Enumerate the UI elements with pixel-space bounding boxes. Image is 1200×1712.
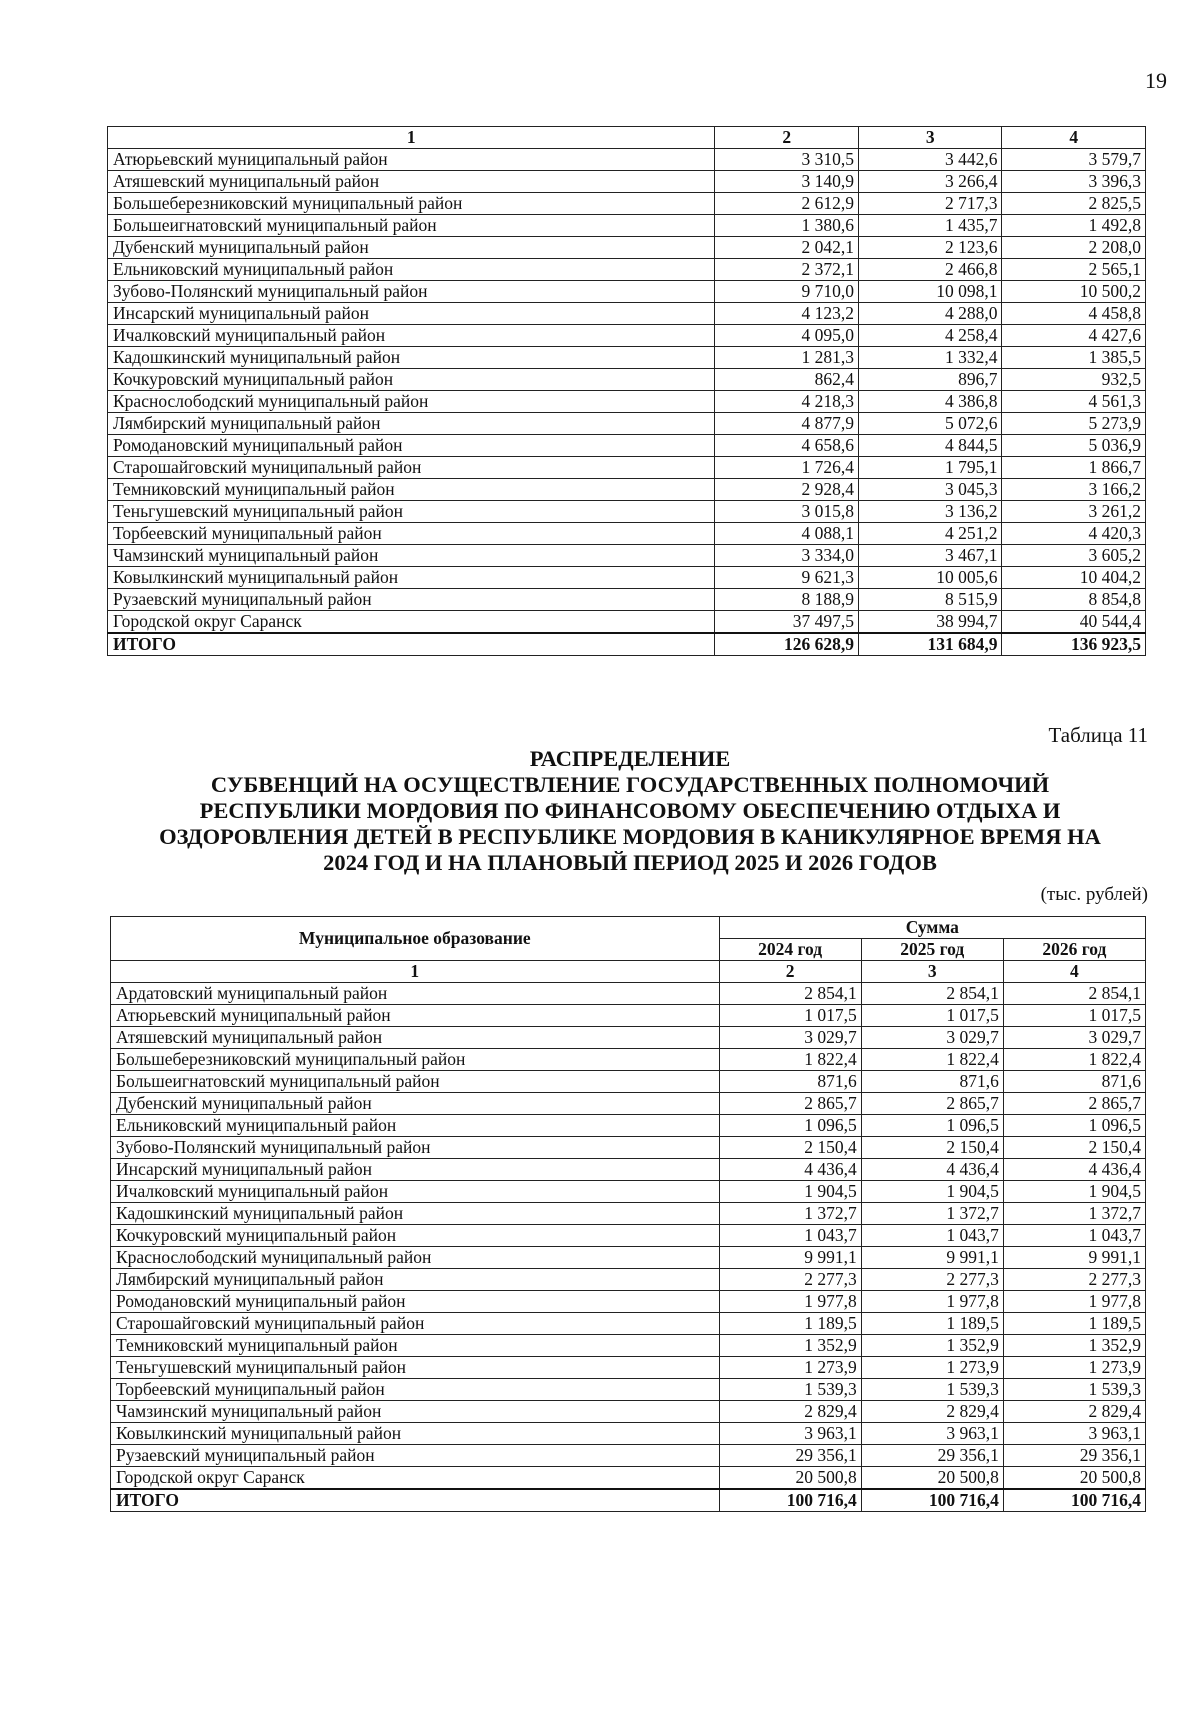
table-row: [108, 523, 1146, 545]
amount-cell: 896,7: [858, 369, 1002, 391]
table-row: [111, 1379, 1146, 1401]
amount-cell: 1 372,7: [1003, 1203, 1145, 1225]
amount-cell: 3 334,0: [715, 545, 859, 567]
amount-cell: 1 273,9: [861, 1357, 1003, 1379]
subvention-distribution-table: [110, 916, 1146, 1512]
table-body: [108, 149, 1146, 656]
municipality-name: Атюрьевский муниципальный район: [108, 149, 715, 171]
municipality-name: Чамзинский муниципальный район: [111, 1401, 720, 1423]
amount-cell: 2 717,3: [858, 193, 1002, 215]
municipality-name: Ковылкинский муниципальный район: [111, 1423, 720, 1445]
municipality-name: Рузаевский муниципальный район: [108, 589, 715, 611]
amount-cell: 2 928,4: [715, 479, 859, 501]
table-row: [111, 1203, 1146, 1225]
table-row: [108, 479, 1146, 501]
column-number: 3: [858, 127, 1002, 149]
table-row: [111, 1269, 1146, 1291]
municipality-name: Ардатовский муниципальный район: [111, 983, 720, 1005]
amount-cell: 3 015,8: [715, 501, 859, 523]
column-number: 1: [111, 961, 720, 983]
municipality-name: Краснослободский муниципальный район: [108, 391, 715, 413]
amount-cell: 3 963,1: [719, 1423, 861, 1445]
amount-cell: 1 017,5: [719, 1005, 861, 1027]
table-row: [111, 1401, 1146, 1423]
amount-cell: 40 544,4: [1002, 611, 1146, 634]
amount-cell: 3 136,2: [858, 501, 1002, 523]
column-number: 2: [719, 961, 861, 983]
amount-cell: 2 865,7: [1003, 1093, 1145, 1115]
amount-cell: 1 822,4: [1003, 1049, 1145, 1071]
total-amount: 126 628,9: [715, 633, 859, 656]
amount-cell: 2 150,4: [861, 1137, 1003, 1159]
amount-cell: 8 188,9: [715, 589, 859, 611]
title-line: РАСПРЕДЕЛЕНИЕ: [529, 746, 731, 771]
amount-cell: 1 096,5: [1003, 1115, 1145, 1137]
municipality-name: Темниковский муниципальный район: [108, 479, 715, 501]
amount-cell: 2 123,6: [858, 237, 1002, 259]
amount-cell: 4 088,1: [715, 523, 859, 545]
municipality-name: Кадошкинский муниципальный район: [111, 1203, 720, 1225]
municipality-name: Кочкуровский муниципальный район: [108, 369, 715, 391]
table-row: [108, 215, 1146, 237]
amount-cell: 10 098,1: [858, 281, 1002, 303]
amount-cell: 2 854,1: [1003, 983, 1145, 1005]
column-year: 2026 год: [1003, 939, 1145, 961]
amount-cell: 1 904,5: [719, 1181, 861, 1203]
amount-cell: 2 150,4: [1003, 1137, 1145, 1159]
municipality-name: Дубенский муниципальный район: [108, 237, 715, 259]
municipality-name: Теньгушевский муниципальный район: [111, 1357, 720, 1379]
amount-cell: 1 539,3: [719, 1379, 861, 1401]
amount-cell: 4 844,5: [858, 435, 1002, 457]
amount-cell: 4 258,4: [858, 325, 1002, 347]
amount-cell: 5 273,9: [1002, 413, 1146, 435]
amount-cell: 1 273,9: [719, 1357, 861, 1379]
amount-cell: 3 963,1: [1003, 1423, 1145, 1445]
title-line: 2024 ГОД И НА ПЛАНОВЫЙ ПЕРИОД 2025 И 2026 ГОДОВ: [323, 850, 937, 875]
amount-cell: 8 515,9: [858, 589, 1002, 611]
amount-cell: 3 266,4: [858, 171, 1002, 193]
amount-cell: 3 310,5: [715, 149, 859, 171]
amount-cell: 2 829,4: [719, 1401, 861, 1423]
table-row: [111, 1115, 1146, 1137]
table-row: [108, 347, 1146, 369]
amount-cell: 1 372,7: [861, 1203, 1003, 1225]
amount-cell: 5 036,9: [1002, 435, 1146, 457]
table-row: [111, 1445, 1146, 1467]
municipality-name: Кадошкинский муниципальный район: [108, 347, 715, 369]
title-line: СУБВЕНЦИЙ НА ОСУЩЕСТВЛЕНИЕ ГОСУДАРСТВЕННЫХ ПОЛНОМОЧИЙ: [210, 772, 1050, 797]
amount-cell: 2 865,7: [861, 1093, 1003, 1115]
amount-cell: 9 991,1: [1003, 1247, 1145, 1269]
municipality-name: Большеберезниковский муниципальный район: [111, 1049, 720, 1071]
amount-cell: 2 565,1: [1002, 259, 1146, 281]
amount-cell: 1 043,7: [861, 1225, 1003, 1247]
amount-cell: 4 436,4: [861, 1159, 1003, 1181]
amount-cell: 20 500,8: [719, 1467, 861, 1490]
amount-cell: 2 277,3: [1003, 1269, 1145, 1291]
amount-cell: 8 854,8: [1002, 589, 1146, 611]
amount-cell: 871,6: [719, 1071, 861, 1093]
table-row: [111, 1181, 1146, 1203]
amount-cell: 3 029,7: [861, 1027, 1003, 1049]
amount-cell: 4 420,3: [1002, 523, 1146, 545]
amount-cell: 1 977,8: [861, 1291, 1003, 1313]
table-row: [108, 281, 1146, 303]
amount-cell: 1 043,7: [719, 1225, 861, 1247]
amount-cell: 10 005,6: [858, 567, 1002, 589]
amount-cell: 1 096,5: [861, 1115, 1003, 1137]
table-row: [108, 589, 1146, 611]
municipality-name: Краснослободский муниципальный район: [111, 1247, 720, 1269]
amount-cell: 4 218,3: [715, 391, 859, 413]
table-row: [111, 1071, 1146, 1093]
amount-cell: 1 539,3: [861, 1379, 1003, 1401]
amount-cell: 2 854,1: [719, 983, 861, 1005]
amount-cell: 3 029,7: [1003, 1027, 1145, 1049]
amount-cell: 1 385,5: [1002, 347, 1146, 369]
municipality-name: Ельниковский муниципальный район: [108, 259, 715, 281]
amount-cell: 1 017,5: [1003, 1005, 1145, 1027]
amount-cell: 4 436,4: [1003, 1159, 1145, 1181]
column-number: 1: [108, 127, 715, 149]
amount-cell: 1 043,7: [1003, 1225, 1145, 1247]
municipality-name: Теньгушевский муниципальный район: [108, 501, 715, 523]
municipality-name: Городской округ Саранск: [111, 1467, 720, 1490]
amount-cell: 2 277,3: [719, 1269, 861, 1291]
column-number: 4: [1002, 127, 1146, 149]
table-row: [111, 1005, 1146, 1027]
municipality-name: Старошайговский муниципальный район: [111, 1313, 720, 1335]
column-sum: Сумма: [719, 917, 1145, 939]
amount-cell: 4 458,8: [1002, 303, 1146, 325]
table-body: [111, 983, 1146, 1512]
municipality-name: Чамзинский муниципальный район: [108, 545, 715, 567]
total-row: [108, 633, 1146, 656]
municipality-name: Ромодановский муниципальный район: [108, 435, 715, 457]
amount-cell: 9 710,0: [715, 281, 859, 303]
title-line: ОЗДОРОВЛЕНИЯ ДЕТЕЙ В РЕСПУБЛИКЕ МОРДОВИЯ В КАНИКУЛЯРНОЕ ВРЕМЯ НА: [159, 824, 1101, 849]
municipality-name: Лямбирский муниципальный район: [111, 1269, 720, 1291]
amount-cell: 9 991,1: [861, 1247, 1003, 1269]
municipality-name: Инсарский муниципальный район: [108, 303, 715, 325]
amount-cell: 2 829,4: [1003, 1401, 1145, 1423]
table-row: [108, 237, 1146, 259]
amount-cell: 3 963,1: [861, 1423, 1003, 1445]
amount-cell: 1 726,4: [715, 457, 859, 479]
amount-cell: 1 017,5: [861, 1005, 1003, 1027]
budget-table-continued: [107, 126, 1146, 656]
amount-cell: 1 273,9: [1003, 1357, 1145, 1379]
amount-cell: 1 539,3: [1003, 1379, 1145, 1401]
table-row: [108, 611, 1146, 634]
amount-cell: 2 854,1: [861, 983, 1003, 1005]
amount-cell: 2 466,8: [858, 259, 1002, 281]
municipality-name: Ковылкинский муниципальный район: [108, 567, 715, 589]
table-row: [108, 303, 1146, 325]
amount-cell: 29 356,1: [1003, 1445, 1145, 1467]
table-row: [111, 1423, 1146, 1445]
amount-cell: 1 352,9: [719, 1335, 861, 1357]
amount-cell: 20 500,8: [1003, 1467, 1145, 1490]
amount-cell: 1 380,6: [715, 215, 859, 237]
total-label: ИТОГО: [111, 1489, 720, 1512]
amount-cell: 4 386,8: [858, 391, 1002, 413]
amount-cell: 1 189,5: [1003, 1313, 1145, 1335]
amount-cell: 29 356,1: [861, 1445, 1003, 1467]
amount-cell: 2 865,7: [719, 1093, 861, 1115]
municipality-name: Инсарский муниципальный район: [111, 1159, 720, 1181]
table-row: [108, 545, 1146, 567]
municipality-name: Зубово-Полянский муниципальный район: [108, 281, 715, 303]
municipality-name: Городской округ Саранск: [108, 611, 715, 634]
amount-cell: 1 904,5: [861, 1181, 1003, 1203]
table-row: [111, 1027, 1146, 1049]
table-row: [111, 1225, 1146, 1247]
table-row: [108, 457, 1146, 479]
amount-cell: 1 096,5: [719, 1115, 861, 1137]
table-row: [108, 391, 1146, 413]
total-amount: 136 923,5: [1002, 633, 1146, 656]
amount-cell: 4 436,4: [719, 1159, 861, 1181]
amount-cell: 3 579,7: [1002, 149, 1146, 171]
column-year: 2025 год: [861, 939, 1003, 961]
municipality-name: Ельниковский муниципальный район: [111, 1115, 720, 1137]
amount-cell: 1 822,4: [861, 1049, 1003, 1071]
amount-cell: 2 825,5: [1002, 193, 1146, 215]
table-numbering-row: [111, 961, 1146, 983]
amount-cell: 3 045,3: [858, 479, 1002, 501]
amount-cell: 37 497,5: [715, 611, 859, 634]
table-row: [111, 1313, 1146, 1335]
table-row: [108, 259, 1146, 281]
amount-cell: 4 288,0: [858, 303, 1002, 325]
amount-cell: 10 404,2: [1002, 567, 1146, 589]
total-row: [111, 1489, 1146, 1512]
amount-cell: 4 123,2: [715, 303, 859, 325]
table-row: [108, 171, 1146, 193]
amount-cell: 1 904,5: [1003, 1181, 1145, 1203]
amount-cell: 2 612,9: [715, 193, 859, 215]
amount-cell: 1 435,7: [858, 215, 1002, 237]
title-line: РЕСПУБЛИКИ МОРДОВИЯ ПО ФИНАНСОВОМУ ОБЕСПЕЧЕНИЮ ОТДЫХА И: [199, 798, 1061, 823]
amount-cell: 2 277,3: [861, 1269, 1003, 1291]
amount-cell: 2 042,1: [715, 237, 859, 259]
municipality-name: Торбеевский муниципальный район: [111, 1379, 720, 1401]
amount-cell: 4 095,0: [715, 325, 859, 347]
total-label: ИТОГО: [108, 633, 715, 656]
table-row: [111, 1137, 1146, 1159]
table-row: [108, 149, 1146, 171]
total-amount: 100 716,4: [719, 1489, 861, 1512]
total-amount: 100 716,4: [1003, 1489, 1145, 1512]
table-header-row: [111, 917, 1146, 939]
municipality-name: Большеберезниковский муниципальный район: [108, 193, 715, 215]
amount-cell: 1 866,7: [1002, 457, 1146, 479]
amount-cell: 5 072,6: [858, 413, 1002, 435]
table-row: [111, 1247, 1146, 1269]
municipality-name: Ромодановский муниципальный район: [111, 1291, 720, 1313]
table-header-row: [108, 127, 1146, 149]
amount-cell: 4 658,6: [715, 435, 859, 457]
amount-cell: 2 150,4: [719, 1137, 861, 1159]
amount-cell: 4 251,2: [858, 523, 1002, 545]
amount-cell: 1 189,5: [861, 1313, 1003, 1335]
amount-cell: 1 492,8: [1002, 215, 1146, 237]
amount-cell: 871,6: [1003, 1071, 1145, 1093]
table-row: [111, 1335, 1146, 1357]
table-row: [111, 1357, 1146, 1379]
amount-cell: 9 991,1: [719, 1247, 861, 1269]
amount-cell: 3 467,1: [858, 545, 1002, 567]
amount-cell: 871,6: [861, 1071, 1003, 1093]
municipality-name: Атюрьевский муниципальный район: [111, 1005, 720, 1027]
total-amount: 100 716,4: [861, 1489, 1003, 1512]
amount-cell: 3 166,2: [1002, 479, 1146, 501]
amount-cell: 3 396,3: [1002, 171, 1146, 193]
amount-cell: 862,4: [715, 369, 859, 391]
amount-cell: 1 352,9: [861, 1335, 1003, 1357]
amount-cell: 1 795,1: [858, 457, 1002, 479]
amount-cell: 1 977,8: [1003, 1291, 1145, 1313]
amount-cell: 2 208,0: [1002, 237, 1146, 259]
page-number: 19: [1145, 68, 1167, 93]
municipality-name: Торбеевский муниципальный район: [108, 523, 715, 545]
municipality-name: Зубово-Полянский муниципальный район: [111, 1137, 720, 1159]
amount-cell: 3 605,2: [1002, 545, 1146, 567]
column-number: 3: [861, 961, 1003, 983]
table-row: [111, 1159, 1146, 1181]
municipality-name: Темниковский муниципальный район: [111, 1335, 720, 1357]
table-row: [108, 501, 1146, 523]
municipality-name: Ичалковский муниципальный район: [111, 1181, 720, 1203]
amount-cell: 1 332,4: [858, 347, 1002, 369]
municipality-name: Атяшевский муниципальный район: [111, 1027, 720, 1049]
amount-cell: 20 500,8: [861, 1467, 1003, 1490]
amount-cell: 1 372,7: [719, 1203, 861, 1225]
amount-cell: 3 140,9: [715, 171, 859, 193]
municipality-name: Ичалковский муниципальный район: [108, 325, 715, 347]
total-amount: 131 684,9: [858, 633, 1002, 656]
amount-cell: 2 372,1: [715, 259, 859, 281]
table-row: [108, 193, 1146, 215]
municipality-name: Лямбирский муниципальный район: [108, 413, 715, 435]
municipality-name: Большеигнатовский муниципальный район: [111, 1071, 720, 1093]
table-row: [108, 567, 1146, 589]
table-row: [111, 1049, 1146, 1071]
municipality-name: Большеигнатовский муниципальный район: [108, 215, 715, 237]
amount-cell: 4 427,6: [1002, 325, 1146, 347]
column-number: 2: [715, 127, 859, 149]
amount-cell: 4 877,9: [715, 413, 859, 435]
amount-cell: 932,5: [1002, 369, 1146, 391]
units-label: (тыс. рублей): [1040, 884, 1148, 905]
amount-cell: 3 261,2: [1002, 501, 1146, 523]
amount-cell: 1 352,9: [1003, 1335, 1145, 1357]
municipality-name: Рузаевский муниципальный район: [111, 1445, 720, 1467]
amount-cell: 10 500,2: [1002, 281, 1146, 303]
table-row: [108, 435, 1146, 457]
column-year: 2024 год: [719, 939, 861, 961]
amount-cell: 2 829,4: [861, 1401, 1003, 1423]
municipality-name: Старошайговский муниципальный район: [108, 457, 715, 479]
table-row: [108, 325, 1146, 347]
amount-cell: 1 977,8: [719, 1291, 861, 1313]
table-title: [100, 746, 1160, 876]
amount-cell: 29 356,1: [719, 1445, 861, 1467]
amount-cell: 38 994,7: [858, 611, 1002, 634]
municipality-name: Дубенский муниципальный район: [111, 1093, 720, 1115]
amount-cell: 1 189,5: [719, 1313, 861, 1335]
amount-cell: 3 442,6: [858, 149, 1002, 171]
table-row: [111, 1093, 1146, 1115]
column-municipality: Муниципальное образование: [111, 917, 720, 961]
amount-cell: 9 621,3: [715, 567, 859, 589]
amount-cell: 4 561,3: [1002, 391, 1146, 413]
table-row: [108, 413, 1146, 435]
column-number: 4: [1003, 961, 1145, 983]
amount-cell: 1 281,3: [715, 347, 859, 369]
table-row: [111, 1291, 1146, 1313]
amount-cell: 3 029,7: [719, 1027, 861, 1049]
municipality-name: Атяшевский муниципальный район: [108, 171, 715, 193]
municipality-name: Кочкуровский муниципальный район: [111, 1225, 720, 1247]
amount-cell: 1 822,4: [719, 1049, 861, 1071]
table-row: [111, 983, 1146, 1005]
table-row: [111, 1467, 1146, 1490]
table-label: Таблица 11: [1048, 723, 1148, 747]
table-row: [108, 369, 1146, 391]
